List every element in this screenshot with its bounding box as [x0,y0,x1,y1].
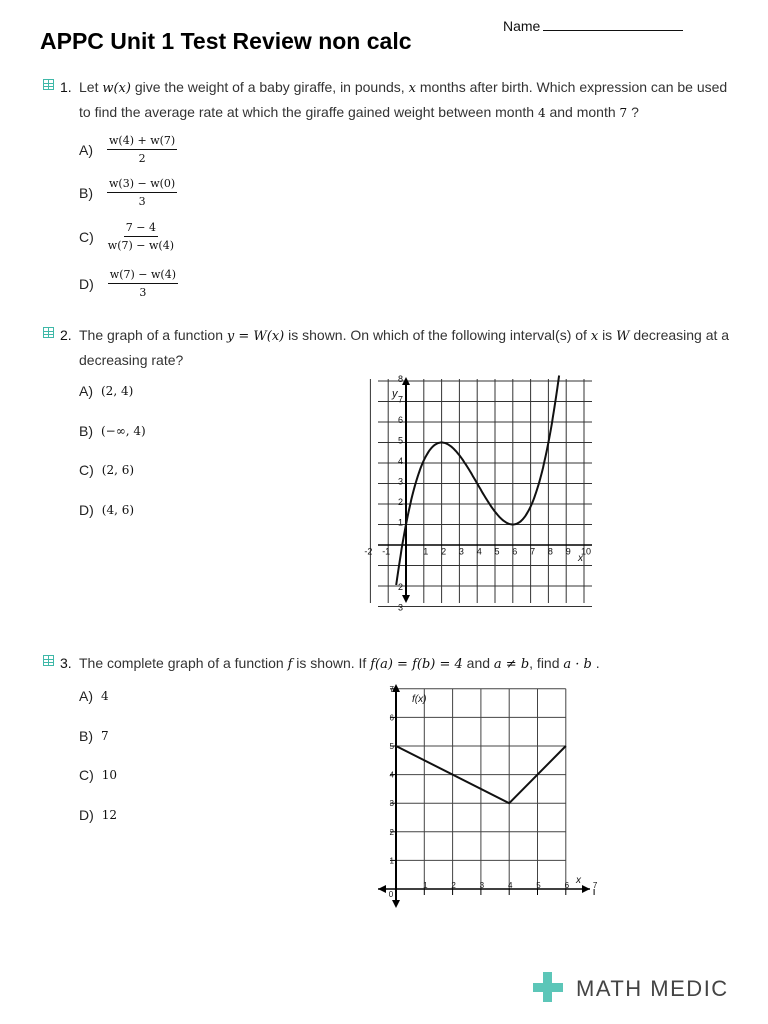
y-tick-label: 4 [389,770,394,780]
q3-option-b[interactable] [79,728,109,744]
q2-text: is shown. On which of the following interval(s) of [288,327,587,343]
question-2-line-2: decreasing rate? [79,352,184,368]
y-tick-label: 1 [389,856,394,866]
question-3-number: 3. [60,655,72,671]
q3-math-neq: a ≠ b [493,657,530,672]
q2-text: decreasing at a [633,327,730,343]
question-2-number: 2. [60,327,72,343]
option-label: B) [79,728,93,744]
y-axis-label: f(x) [412,694,427,705]
q3-math-eq: f(a) = f(b) = 4 [370,657,463,672]
fraction-denominator: w(7) − w(4) [107,239,174,252]
q1-text: to find the average rate at which the giraffe gained weight between month [79,104,535,120]
y-tick-label: 2 [389,827,394,837]
q2-text: The graph of a function [79,327,223,343]
option-label: C) [79,767,94,783]
y-tick-label: 7 [397,394,403,405]
q1-option-b[interactable] [79,177,177,208]
x-tick-label: 2 [451,881,456,890]
q3-text: The complete graph of a function [79,655,284,671]
x-tick-label: 10 [580,546,592,557]
option-label: A) [79,141,93,158]
x-tick-label: 6 [564,881,570,890]
x-axis-label: x [576,875,581,886]
question-1-line-1 [79,75,727,101]
q3-option-c[interactable] [79,767,117,783]
y-tick-label: 3 [397,602,403,613]
x-axis-label: x [578,553,583,564]
option-value: 10 [101,768,118,782]
q2-text: is [602,327,613,343]
math-medic-cross-icon [533,972,563,1002]
x-tick-label: 1 [423,881,428,890]
q2-math-x: x [590,329,599,344]
option-fraction [108,268,178,299]
y-tick-label: 2 [397,582,403,592]
q1-math-x: x [408,81,416,96]
name-label: Name [503,18,541,34]
x-tick-label: 9 [565,546,571,557]
fraction-numerator: w(4) + w(7) [107,134,177,150]
q1-math-7: 7 [619,106,628,120]
q2-option-a[interactable] [79,383,133,399]
y-tick-label: 4 [397,456,403,466]
y-tick-label: 8 [397,374,403,384]
fraction-denominator: 3 [139,286,147,299]
q1-option-c[interactable] [79,221,174,252]
q1-text: give the weight of a baby giraffe, in pounds, [134,79,405,95]
x-tick-label: 7 [530,546,536,557]
y-axis-label: y [392,388,398,400]
fraction-numerator: 7 − 4 [124,221,158,237]
q1-math-wx: w(x) [102,81,131,96]
q1-text: Let [79,79,99,95]
name-blank[interactable] [543,19,683,31]
q1-text: months after birth. Which expression can be used [419,79,728,95]
q2-math-eq: y = W(x) [226,329,285,344]
q3-text: , find [529,655,560,671]
q2-math-W: W [616,329,630,344]
calculator-icon [43,79,54,90]
page-title: APPC Unit 1 Test Review non calc [40,28,412,54]
option-label: C) [79,228,94,245]
option-fraction [107,177,177,208]
option-label: A) [79,383,93,399]
x-tick-label: -1 [382,546,391,557]
q2-graph [364,374,600,613]
q2-option-c[interactable] [79,462,134,478]
x-axis-arrow [378,885,386,893]
q3-option-d[interactable] [79,807,117,823]
x-tick-label: 2 [441,546,447,557]
fraction-denominator: 2 [138,152,146,165]
x-tick-label: 1 [423,546,429,557]
option-label: D) [79,275,94,292]
option-fraction [108,221,174,252]
q1-text: and month [549,104,616,120]
x-tick-label: 3 [458,546,464,557]
option-fraction [107,134,177,165]
y-axis-arrow [402,595,410,603]
q2-option-d[interactable] [79,502,134,518]
calculator-icon [43,655,54,666]
option-value: 4 [101,689,109,703]
y-tick-label: 2 [397,497,403,507]
q3-math-f: f [287,657,293,672]
q3-math-prod: a · b [563,657,592,672]
q1-text: ? [631,104,639,120]
origin-label: 0 [388,890,394,899]
q2-option-b[interactable] [79,423,146,439]
question-2-line-1 [79,323,729,349]
y-tick-label: 3 [389,799,394,809]
option-value: (4, 6) [101,503,135,517]
fraction-numerator: w(3) − w(0) [107,177,177,193]
x-tick-label: 4 [507,881,513,890]
fraction-numerator: w(7) − w(4) [108,268,178,284]
fraction-denominator: 3 [138,195,146,208]
option-value: (2, 6) [101,463,135,477]
y-tick-label: 1 [397,517,403,528]
x-tick-label: 6 [512,546,518,557]
option-value: 7 [101,729,109,743]
q1-math-4: 4 [537,106,546,120]
y-tick-label: 6 [397,415,403,425]
y-tick-label: 6 [389,713,394,723]
brand-name: MATH MEDIC [576,976,729,1001]
x-tick-label: 5 [494,546,500,557]
x-tick-label: 4 [476,546,482,557]
calculator-icon [43,327,54,338]
q1-option-d[interactable] [79,268,178,299]
y-tick-label: 5 [389,742,394,751]
q3-text: and [466,655,491,671]
x-tick-label: 5 [536,881,541,890]
option-value: (−∞, 4) [101,424,146,438]
x-tick-label: 3 [479,881,485,890]
option-label: D) [79,807,94,823]
y-axis-arrow [392,900,400,908]
y-tick-label: 3 [397,476,403,487]
x-axis-arrow [582,885,590,893]
question-1-line-2 [79,100,639,126]
name-field[interactable] [503,18,683,34]
x-tick-label: 7 [592,881,598,890]
q3-option-a[interactable] [79,688,109,704]
option-label: D) [79,502,94,518]
option-value: (2, 4) [101,384,134,398]
option-value: 12 [101,808,118,822]
q3-graph [374,680,598,908]
y-tick-label: 7 [389,684,394,694]
y-tick-label: 5 [397,435,403,446]
x-tick-label: -2 [364,546,373,557]
question-3-line-1 [79,651,600,677]
question-1-number: 1. [60,79,72,95]
option-label: B) [79,423,93,439]
option-label: B) [79,184,93,201]
q3-text: . [595,655,600,671]
q1-option-a[interactable] [79,134,177,165]
q3-text: is shown. If [296,655,367,671]
option-label: A) [79,688,93,704]
option-label: C) [79,462,94,478]
x-tick-label: 8 [547,546,553,557]
